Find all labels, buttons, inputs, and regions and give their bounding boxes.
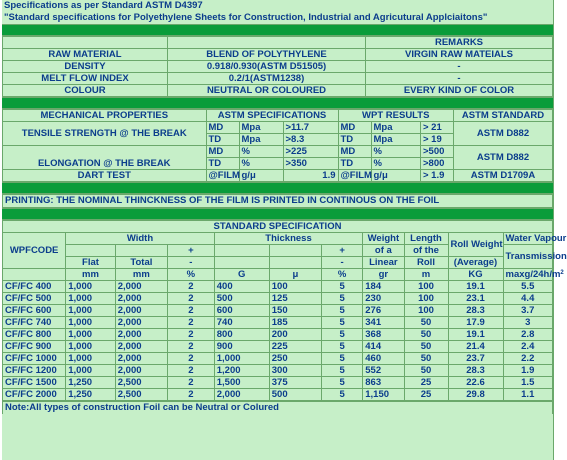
table-row: CF/FC 900 1,000 2,000 2 900 225 5 414 50 21.4 2.4 xyxy=(3,341,553,353)
table-row: CF/FC 2000 1,250 2,500 2 2,000 500 5 1,150 25 29.8 1.1 xyxy=(3,389,553,401)
standard-spec-table: STANDARD SPECIFICATION WPFCODE Width Thickness Weight Length Roll Weight Water Vapour + + of a of the Transmission Flat Total - - Linear Roll (Average) mm mm % G μ % gr m KG maxg/$24h/m^2$ CF/FC 400 1,000 2,000 2 400 100 5 184 100 19.1 5.5 CF/FC 500 1,000 2,000 2 500 125 5 230 100 23.1 4.4 CF/FC 600 1,000 2,000 2 600 150 5 276 100 28.3 3.7 CF/FC 740 1,000 2,000 2 740 185 5 341 50 17.9 3 CF/FC 800 1,000 2,000 2 800 200 5 368 50 19.1 2.8 CF/FC 900 1,000 2,000 2 900 225 5 414 50 21.4 2.4 CF/FC 1000 1,000 2,000 2 1,000 250 5 460 50 23.7 2.2 CF/FC 1200 1,000 2,000 2 1,200 300 5 552 50 28.3 1.9 CF/FC 1500 1,250 2,500 2 1,500 375 5 863 25 22.6 1.5 CF/FC 2000 1,250 2,500 2 2,000 500 5 1,150 25 29.8 1.1 xyxy=(2,220,553,401)
table-row: RAW MATERIAL BLEND OF POLYTHYLENE VIRGIN RAW MATEIALS xyxy=(3,49,553,61)
table-row: CF/FC 1000 1,000 2,000 2 1,000 250 5 460 50 23.7 2.2 xyxy=(3,353,553,365)
header-line-1: Specifications as per Standard ASTM D4397 xyxy=(4,0,203,11)
wpf-code-cell: CF/FC 400 xyxy=(3,281,66,293)
green-band xyxy=(2,209,553,220)
wpf-code-cell: CF/FC 1500 xyxy=(3,377,66,389)
table-row: CF/FC 1500 1,250 2,500 2 1,500 375 5 863 25 22.6 1.5 xyxy=(3,377,553,389)
footer-note: Note:All types of construction Foil can be Neutral or Colured xyxy=(3,402,553,415)
table-row: CF/FC 800 1,000 2,000 2 800 200 5 368 50 19.1 2.8 xyxy=(3,329,553,341)
spec-rows xyxy=(3,281,553,401)
table-row: TENSILE STRENGTH @ THE BREAK MD Mpa >11.7 MD Mpa > 21 ASTM D882 xyxy=(3,122,553,134)
table-row: CF/FC 500 1,000 2,000 2 500 125 5 230 100 23.1 4.4 xyxy=(3,293,553,305)
spec-sheet xyxy=(2,0,567,460)
wpf-code-cell: CF/FC 1200 xyxy=(3,365,66,377)
mechanical-table: MECHANICAL PROPERTIES ASTM SPECIFICATIONS WPT RESULTS ASTM STANDARD TENSILE STRENGTH @ THE BREAK MD Mpa >11.7 MD Mpa > 21 ASTM D882 TD Mpa >8.3 TD Mpa > 19 ELONGATION @ THE BREAK MD % >225 MD % >500 ASTM D882 TD % >350 TD % >800 DART TEST @FILM g/μ 1.9 @FILM g/μ > 1.9 ASTM D1709A xyxy=(2,109,553,182)
wpf-code-cell: CF/FC 800 xyxy=(3,329,66,341)
table-row: CF/FC 740 1,000 2,000 2 740 185 5 341 50 17.9 3 xyxy=(3,317,553,329)
table-row: CF/FC 400 1,000 2,000 2 400 100 5 184 100 19.1 5.5 xyxy=(3,281,553,293)
raw-material-table xyxy=(2,36,553,97)
table-row: COLOUR NEUTRAL OR COLOURED EVERY KIND OF COLOR xyxy=(3,85,553,97)
wpf-code-cell: CF/FC 500 xyxy=(3,293,66,305)
table-row: TD % >350 TD % >800 xyxy=(3,158,553,170)
printing-note: PRINTING: THE NOMINAL THINCKNESS OF THE FILM IS PRINTED IN CONTINOUS ON THE FOIL xyxy=(3,195,553,208)
table-row: CF/FC 600 1,000 2,000 2 600 150 5 276 100 28.3 3.7 xyxy=(3,305,553,317)
wpf-code-cell: CF/FC 600 xyxy=(3,305,66,317)
spec-title: STANDARD SPECIFICATION xyxy=(3,221,553,233)
elongation-label: ELONGATION @ THE BREAK xyxy=(3,146,207,170)
green-band xyxy=(2,98,553,109)
table-row: TD Mpa >8.3 TD Mpa > 19 xyxy=(3,134,553,146)
wpf-code-cell: CF/FC 1000 xyxy=(3,353,66,365)
wpfcode-header: WPFCODE xyxy=(3,233,66,269)
green-band xyxy=(2,25,553,36)
green-band xyxy=(2,183,553,194)
tensile-label: TENSILE STRENGTH @ THE BREAK xyxy=(3,122,207,146)
header-table xyxy=(2,0,553,36)
table-row: MELT FLOW INDEX 0.2/1(ASTM1238) - xyxy=(3,73,553,85)
dart-label: DART TEST xyxy=(3,170,207,182)
wpf-code-cell: CF/FC 740 xyxy=(3,317,66,329)
table-row: CF/FC 1200 1,000 2,000 2 1,200 300 5 552 50 28.3 1.9 xyxy=(3,365,553,377)
table-row: DART TEST @FILM g/μ 1.9 @FILM g/μ > 1.9 ASTM D1709A xyxy=(3,170,553,182)
remarks-header: REMARKS xyxy=(366,37,553,49)
header-line-2: "Standard specifications for Polyethylene Sheets for Construction, Industrial and Agricutural Applciaitons" xyxy=(4,12,488,23)
wpf-code-cell: CF/FC 2000 xyxy=(3,389,66,401)
table-row: DENSITY 0.918/0.930(ASTM D51505) - xyxy=(3,61,553,73)
table-row: ELONGATION @ THE BREAK MD % >225 MD % >500 ASTM D882 xyxy=(3,146,553,158)
units-row: mm mm % G μ % gr m KG maxg/$24h/m^2$ xyxy=(3,269,553,281)
wpf-code-cell: CF/FC 900 xyxy=(3,341,66,353)
